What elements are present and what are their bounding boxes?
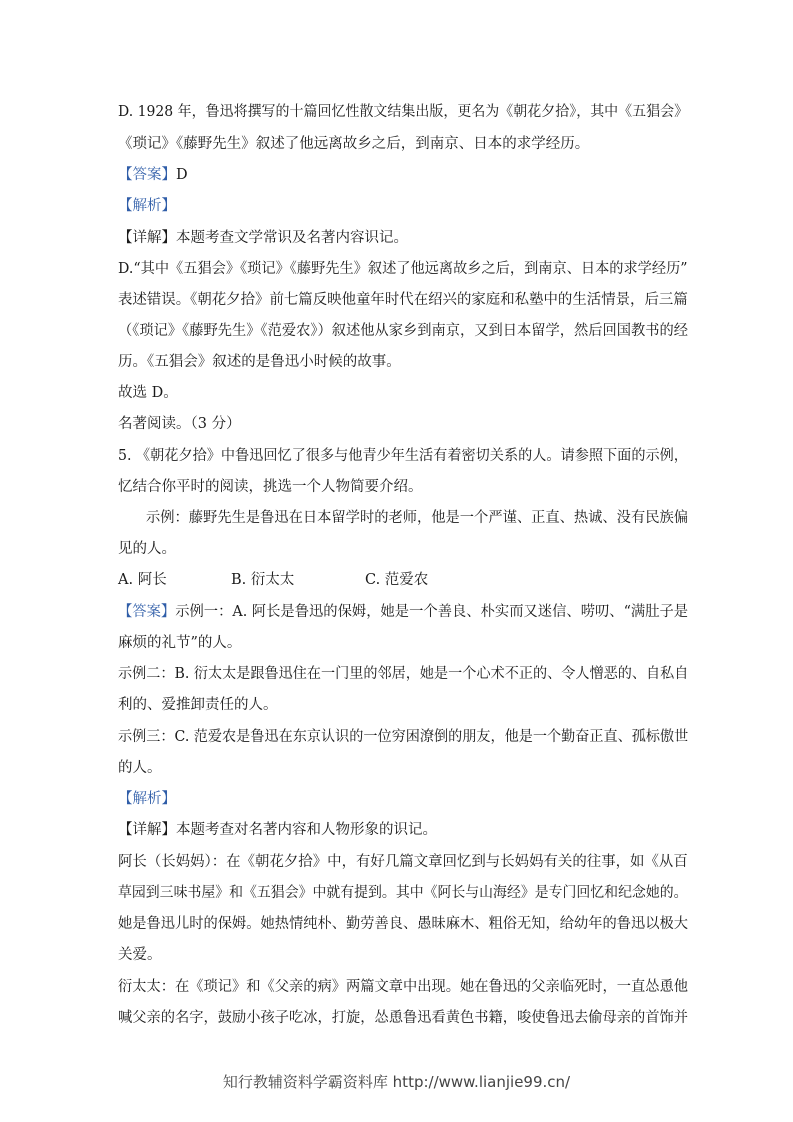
text-line: 的人。 <box>118 760 162 776</box>
options-line <box>118 570 688 590</box>
answer-line <box>118 602 689 622</box>
section-heading: 名著阅读。（3 分） <box>118 416 241 432</box>
text-line: 示例二：B. 衍太太是跟鲁迅住在一门里的邻居，她是一个心术不正的、令人憎恶的、自私自 <box>118 666 689 682</box>
text-line: 喊父亲的名字，鼓励小孩子吃冰，打旋，怂恿鲁迅看黄色书籍，唆使鲁迅去偷母亲的首饰并 <box>118 1010 688 1026</box>
option-a: A. 阿长 <box>118 572 167 588</box>
text-line: 故选 D。 <box>118 385 178 401</box>
answer-line <box>118 165 688 185</box>
text-line: 历。《五猖会》叙述的是鲁迅小时候的故事。 <box>118 354 401 370</box>
option-b: B. 衍太太 <box>231 572 295 588</box>
answer-tag: 【答案】 <box>118 167 176 183</box>
text-line: 【详解】本题考查对名著内容和人物形象的识记。 <box>118 822 437 838</box>
analysis-tag: 【解析】 <box>118 198 176 214</box>
example-line: 见的人。 <box>118 541 176 557</box>
text-line: 示例三：C. 范爱农是鲁迅在东京认识的一位穷困潦倒的朋友，他是一个勤奋正直、孤标傲世 <box>118 729 689 745</box>
text-line: D. 1928 年，鲁迅将撰写的十篇回忆性散文结集出版，更名为《朝花夕拾》，其中《五猖会》 <box>118 104 689 120</box>
text-line: （《琐记》《藤野先生》《范爱农》）叙述他从家乡到南京，又到日本留学，然后回国教书的经 <box>118 323 688 339</box>
answer-text: 示例一：A. 阿长是鲁迅的保姆，她是一个善良、朴实而又迷信、唠叨、“满肚子是 <box>175 604 689 620</box>
text-line: 阿长（长妈妈）：在《朝花夕拾》中，有好几篇文章回忆到与长妈妈有关的往事，如《从百 <box>118 854 688 870</box>
option-c: C. 范爱农 <box>365 572 429 588</box>
answer-tag: 【答案】 <box>118 604 176 620</box>
text-line: 利的、爱推卸责任的人。 <box>118 697 278 713</box>
text-line: 她是鲁迅儿时的保姆。她热情纯朴、勤劳善良、愚昧麻木、粗俗无知，给幼年的鲁迅以极大 <box>118 916 688 932</box>
text-line: 表述错误。《朝花夕拾》前七篇反映他童年时代在绍兴的家庭和私塾中的生活情景，后三篇 <box>118 292 688 308</box>
text-line: 草园到三味书屋》和《五猖会》中就有提到。其中《阿长与山海经》是专门回忆和纪念她的。 <box>118 885 688 901</box>
question-line: 5. 《朝花夕拾》中鲁迅回忆了很多与他青少年生活有着密切关系的人。请参照下面的示例， <box>118 448 688 464</box>
text-line: 麻烦的礼节”的人。 <box>118 635 242 651</box>
answer-text: D <box>176 167 188 183</box>
text-line: D.“其中《五猖会》《琐记》《藤野先生》叙述了他远离故乡之后，到南京、日本的求学经历” <box>118 261 688 277</box>
text-line: 《琐记》《藤野先生》叙述了他远离故乡之后，到南京、日本的求学经历。 <box>118 136 590 152</box>
analysis-tag: 【解析】 <box>118 791 176 807</box>
text-line: 【详解】本题考查文学常识及名著内容识记。 <box>118 230 408 246</box>
question-line: 忆结合你平时的阅读，挑选一个人物简要介绍。 <box>118 479 423 495</box>
example-line: 示例：藤野先生是鲁迅在日本留学时的老师，他是一个严谨、正直、热诚、没有民族偏 <box>146 510 688 526</box>
text-line: 关爱。 <box>118 947 162 963</box>
text-line: 衍太太：在《琐记》和《父亲的病》两篇文章中出现。她在鲁迅的父亲临死时，一直怂恿他 <box>118 979 688 995</box>
page-footer: 知行教辅资料学霸资料库 http://www.lianjie99.cn/ <box>222 1073 571 1091</box>
